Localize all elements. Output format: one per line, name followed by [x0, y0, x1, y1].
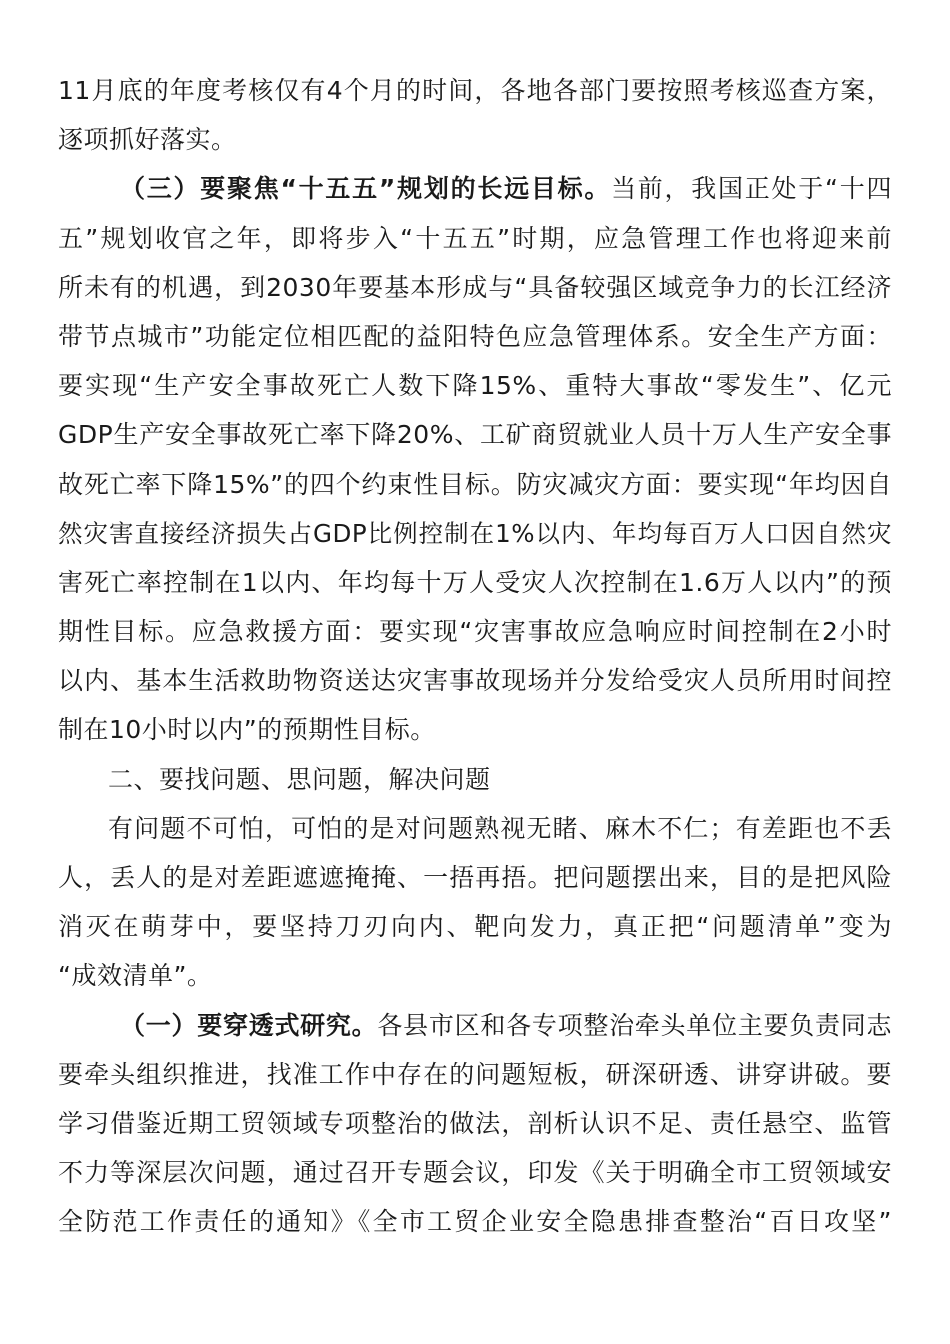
text-line: 期性目标。应急救援方面：要实现“灾害事故应急响应时间控制在2小时 [58, 617, 892, 647]
document-body [58, 66, 892, 1247]
text-line: 要实现“生产安全事故死亡人数下降15%、重特大事故“零发生”、亿元 [58, 371, 892, 401]
paragraph-line [58, 164, 892, 213]
text-line: 制在10小时以内”的预期性目标。 [58, 715, 436, 745]
text-line: 学习借鉴近期工贸领域专项整治的做法，剖析认识不足、责任悬空、监管 [58, 1108, 892, 1138]
text-line: GDP生产安全事故死亡率下降20%、工矿商贸就业人员十万人生产安全事 [58, 420, 892, 450]
text-line: 五”规划收官之年，即将步入“十五五”时期，应急管理工作也将迎来前 [58, 223, 892, 253]
text-line: 要牵头组织推进，找准工作中存在的问题短板，研深研透、讲穿讲破。要 [58, 1059, 892, 1089]
text-line: 带节点城市”功能定位相匹配的益阳特色应急管理体系。安全生产方面： [58, 321, 892, 351]
text-line: 不力等深层次问题，通过召开专题会议，印发《关于明确全市工贸领域安 [58, 1158, 892, 1188]
text-line: 消灭在萌芽中，要坚持刀刃向内、靶向发力，真正把“问题清单”变为 [58, 912, 892, 942]
text-segment: 当前，我国正处于“十四 [611, 174, 892, 204]
text-line: 逐项抓好落实。 [58, 125, 237, 155]
text-line: 全防范工作责任的通知》《全市工贸企业安全隐患排查整治“百日攻坚” [58, 1207, 892, 1237]
text-line: 所未有的机遇，到2030年要基本形成与“具备较强区域竞争力的长江经济 [58, 272, 892, 302]
section-heading-1: （一）要穿透式研究。 [120, 1010, 378, 1040]
text-line: 有问题不可怕，可怕的是对问题熟视无睹、麻木不仁；有差距也不丢 [108, 813, 892, 843]
text-line: 故死亡率下降15%”的四个约束性目标。防灾减灾方面：要实现“年均因自 [58, 469, 892, 499]
text-segment: 各县市区和各专项整治牵头单位主要负责同志 [377, 1010, 892, 1040]
text-line: 以内、基本生活救助物资送达灾害事故现场并分发给受灾人员所用时间控 [58, 666, 892, 696]
section-heading-2: 二、要找问题、思问题，解决问题 [108, 764, 491, 794]
paragraph-line [58, 1001, 892, 1050]
text-line: “成效清单”。 [58, 961, 213, 991]
text-line: 然灾害直接经济损失占GDP比例控制在1%以内、年均每百万人口因自然灾 [58, 518, 892, 548]
section-heading-3: （三）要聚焦“十五五”规划的长远目标。 [120, 174, 612, 204]
text-line: 11月底的年度考核仅有4个月的时间，各地各部门要按照考核巡查方案， [58, 76, 892, 105]
text-line: 害死亡率控制在1以内、年均每十万人受灾人次控制在1.6万人以内”的预 [58, 567, 892, 597]
text-line: 人，丢人的是对差距遮遮掩掩、一捂再捂。把问题摆出来，目的是把风险 [58, 863, 892, 892]
